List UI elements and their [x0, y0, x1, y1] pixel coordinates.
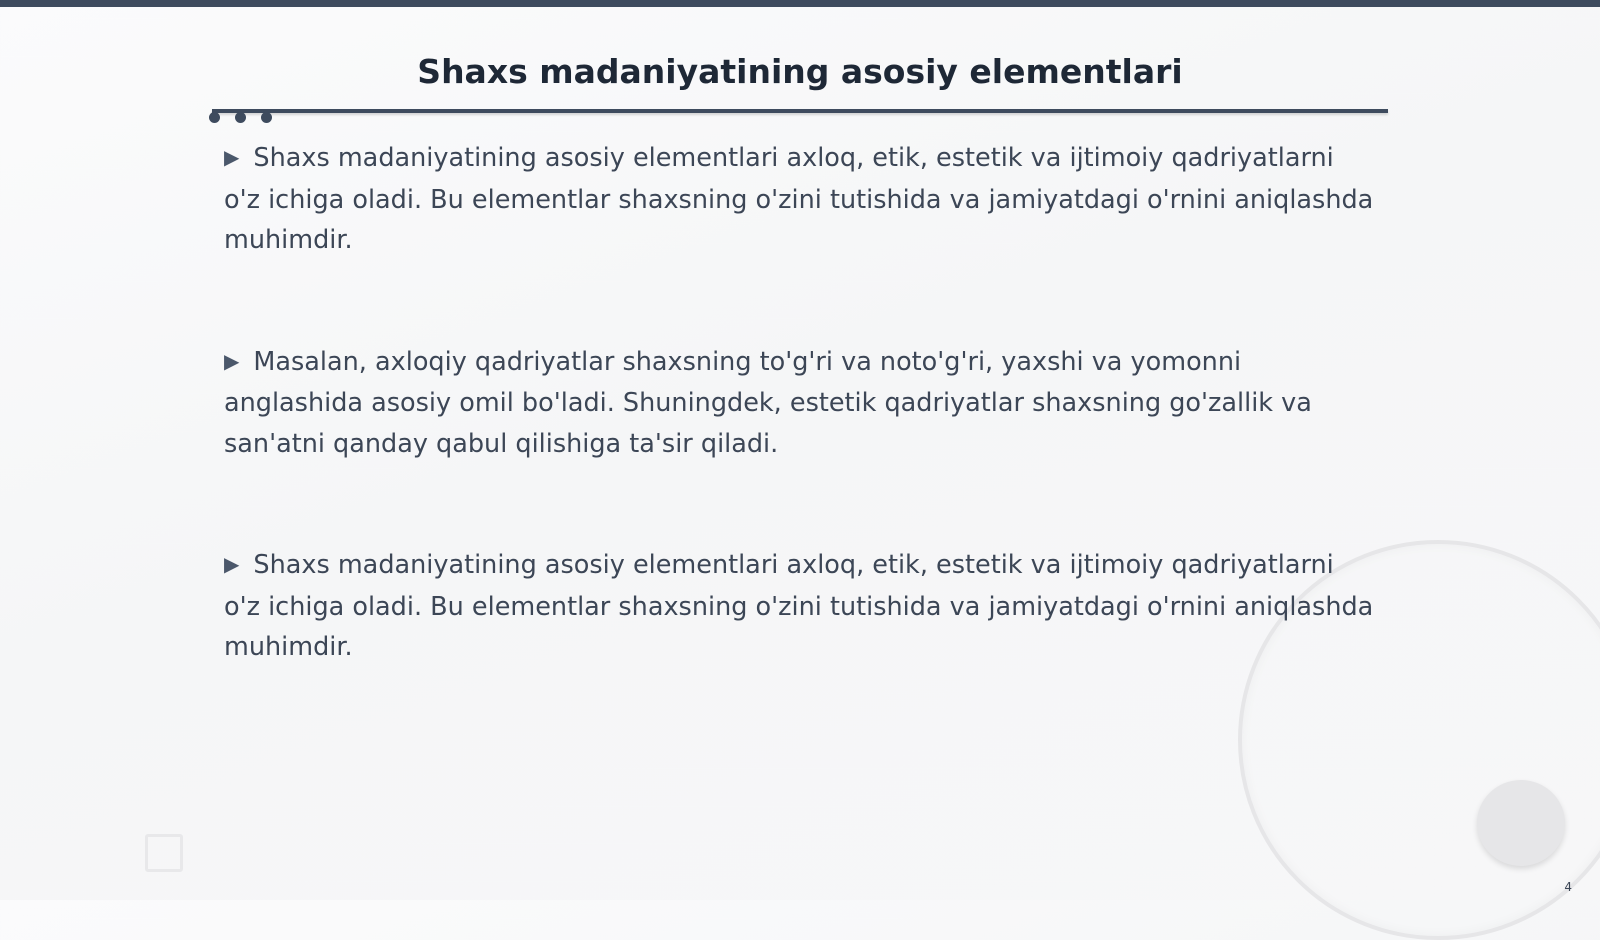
triangle-right-icon: ▶ — [224, 552, 240, 576]
bullet-list — [224, 138, 1374, 749]
top-accent-bar — [0, 0, 1600, 7]
triangle-right-icon: ▶ — [224, 348, 240, 373]
title-underline — [212, 109, 1388, 113]
underline-dot — [209, 112, 220, 123]
page-number: 4 — [1564, 880, 1572, 894]
triangle-right-icon: ▶ — [224, 145, 240, 169]
bullet-text: Shaxs madaniyatining asosiy elementlari axloq, etik, estetik va ijtimoiy qadriyatlarni o'z ichiga oladi. Bu elementlar shaxsning o'zini tutishida va jamiyatdagi o'rnini aniqlashda muhimdir. — [224, 550, 1374, 662]
bullet-item — [224, 138, 1374, 261]
underline-dot — [261, 112, 272, 123]
bullet-item — [224, 342, 1374, 465]
decorative-circle — [1477, 780, 1565, 866]
underline-dot — [235, 112, 246, 123]
decorative-square — [145, 834, 183, 872]
bullet-item — [224, 545, 1374, 668]
bullet-text: Shaxs madaniyatining asosiy elementlari axloq, etik, estetik va ijtimoiy qadriyatlarni o'z ichiga oladi. Bu elementlar shaxsning o'zini tutishida va jamiyatdagi o'rnini aniqlashda muhimdir. — [224, 143, 1374, 255]
bullet-text: Masalan, axloqiy qadriyatlar shaxsning to'g'ri va noto'g'ri, yaxshi va yomonni anglashida asosiy omil bo'ladi. Shuningdek, estetik qadriyatlar shaxsning go'zallik va san'atni qanday qabul qilishiga ta'sir qiladi. — [224, 346, 1312, 459]
slide-title: Shaxs madaniyatining asosiy elementlari — [417, 52, 1183, 91]
